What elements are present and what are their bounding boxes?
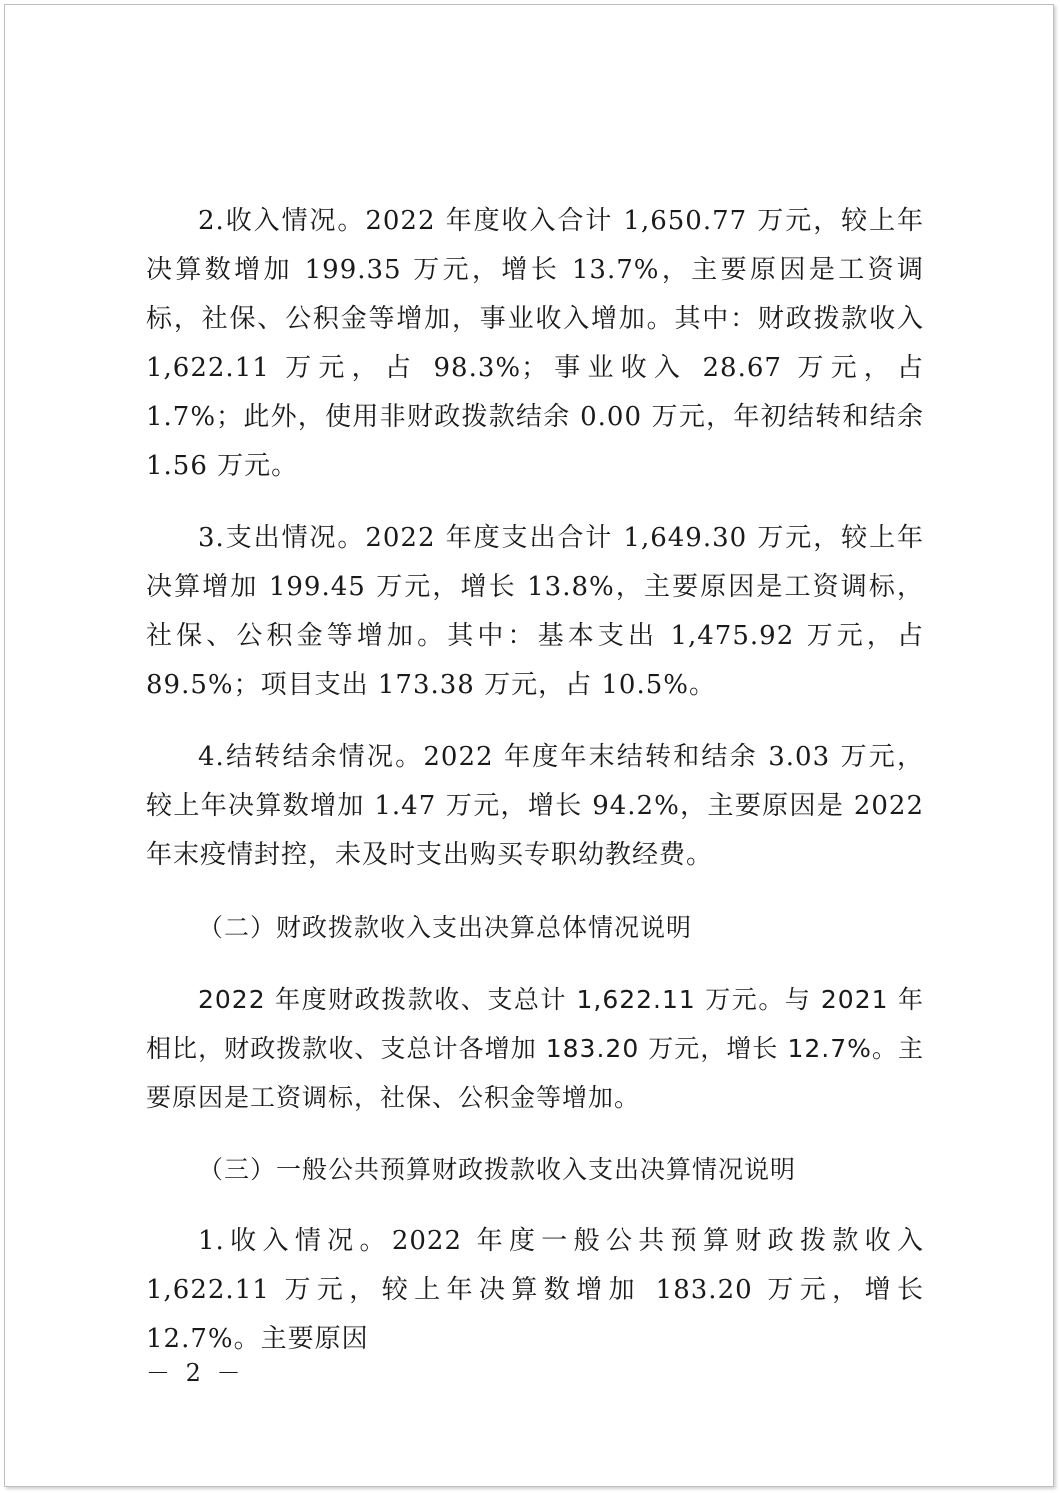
document-page — [4, 4, 1054, 1487]
page-number: － 2 － — [146, 1359, 245, 1387]
paragraph-section-3: 1.收入情况。2022 年度一般公共预算财政拨款收入 1,622.11 万元，较上年决算数增加 183.20 万元，增长 12.7%。主要原因 — [146, 1226, 924, 1354]
paragraph-carryover: 4.结转结余情况。2022 年度年末结转和结余 3.03 万元，较上年决算数增加 1.47 万元，增长 94.2%，主要原因是 2022 年末疫情封控，未及时支出购买专职幼教经费。 — [146, 742, 924, 870]
section-heading-2: （二）财政拨款收入支出决算总体情况说明 — [198, 913, 693, 942]
paragraph-section-2: 2022 年度财政拨款收、支总计 1,622.11 万元。与 2021 年相比，财政拨款收、支总计各增加 183.20 万元，增长 12.7%。主要原因是工资调标，社保、公积金等增加。 — [146, 985, 924, 1112]
section-heading-3: （三）一般公共预算财政拨款收入支出决算情况说明 — [198, 1155, 797, 1184]
document-body — [146, 197, 924, 1387]
paragraph-income: 2.收入情况。2022 年度收入合计 1,650.77 万元，较上年决算数增加 199.35 万元，增长 13.7%，主要原因是工资调标，社保、公积金等增加，事业收入增加。其中：财政拨款收入 1,622.11 万元，占 98.3%；事业收入 28.67 万元，占 1.7%；此外，使用非财政拨款结余 0.00 万元，年初结转和结余 1.56 万元。 — [146, 206, 924, 481]
paragraph-expense: 3.支出情况。2022 年度支出合计 1,649.30 万元，较上年决算增加 199.45 万元，增长 13.8%，主要原因是工资调标，社保、公积金等增加。其中：基本支出 1,475.92 万元，占 89.5%；项目支出 173.38 万元，占 10.5%。 — [146, 523, 924, 700]
